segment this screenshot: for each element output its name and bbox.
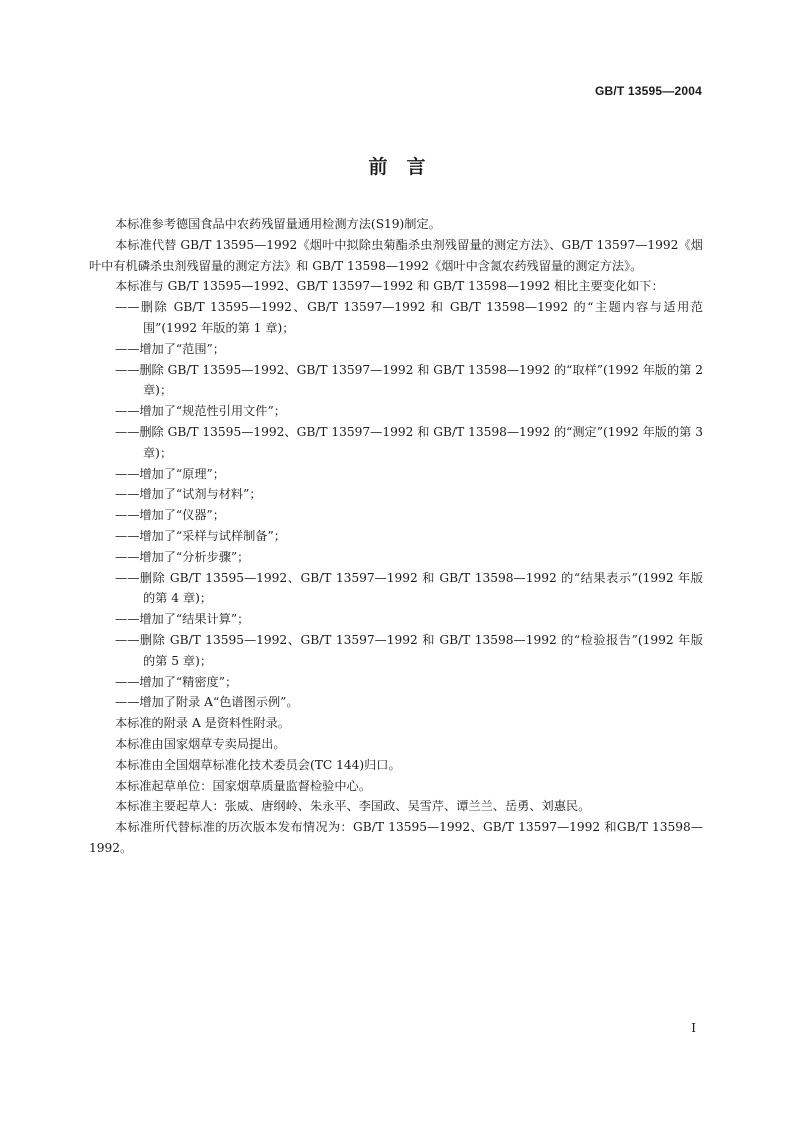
change-item: ——增加了“试剂与材料”； bbox=[115, 487, 262, 502]
change-item: ——增加了“分析步骤”； bbox=[115, 549, 250, 564]
change-item: ——增加了“范围”； bbox=[115, 341, 225, 356]
change-item: ——删除 GB/T 13595—1992、GB/T 13597—1992 和 GB/T 13598—1992 的“结果表示”(1992 年版的第 4 章)； bbox=[115, 570, 703, 606]
change-item: ——删除 GB/T 13595—1992、GB/T 13597—1992 和 GB/T 13598—1992 的“检验报告”(1992 年版的第 5 章)； bbox=[115, 632, 703, 668]
change-item: ——删除 GB/T 13595—1992、GB/T 13597—1992 和 GB/T 13598—1992 的“测定”(1992 年版的第 3 章)； bbox=[115, 424, 703, 460]
change-item: ——删除 GB/T 13595—1992、GB/T 13597—1992 和 GB/T 13598—1992 的“取样”(1992 年版的第 2 章)； bbox=[115, 362, 703, 398]
paragraph: 本标准参考德国食品中农药残留量通用检测方法(S19)制定。 bbox=[115, 217, 441, 231]
paragraph: 本标准起草单位：国家烟草质量监督检验中心。 bbox=[115, 778, 371, 793]
change-item: ——增加了“结果计算”； bbox=[115, 612, 250, 627]
page-number: I bbox=[691, 1021, 696, 1035]
paragraph: 本标准主要起草人：张威、唐纲岭、朱永平、李国政、吴雪芹、谭兰兰、岳勇、刘惠民。 bbox=[115, 799, 591, 814]
change-item: ——增加了“规范性引用文件”； bbox=[115, 404, 286, 419]
change-item: ——增加了“采样与试样制备”； bbox=[115, 528, 286, 543]
change-item: ——增加了“仪器”； bbox=[115, 508, 225, 523]
standard-code: GB/T 13595—2004 bbox=[594, 84, 702, 98]
paragraph: 本标准由国家烟草专卖局提出。 bbox=[115, 736, 286, 751]
paragraph: 本标准与 GB/T 13595—1992、GB/T 13597—1992 和 GB/T 13598—1992 相比主要变化如下： bbox=[115, 279, 664, 294]
paragraph: 本标准所代替标准的历次版本发布情况为：GB/T 13595—1992、GB/T 13597—1992 和GB/T 13598—1992。 bbox=[89, 820, 703, 855]
change-item: ——删除 GB/T 13595—1992、GB/T 13597—1992 和 GB/T 13598—1992 的“主题内容与适用范围”(1992 年版的第 1 章)； bbox=[115, 300, 703, 335]
change-item: ——增加了附录 A“色谱图示例”。 bbox=[115, 695, 299, 710]
paragraph: 本标准的附录 A 是资料性附录。 bbox=[115, 716, 290, 731]
foreword-body bbox=[89, 214, 703, 859]
paragraph: 本标准代替 GB/T 13595—1992《烟叶中拟除虫菊酯杀虫剂残留量的测定方法》、GB/T 13597—1992《烟叶中有机磷杀虫剂残留量的测定方法》和 GB/T 13598—1992《烟叶中含氮农药残留量的测定方法》。 bbox=[89, 237, 703, 273]
page-title: 前 言 bbox=[368, 156, 426, 178]
change-item: ——增加了“精密度”； bbox=[115, 674, 238, 689]
change-item: ——增加了“原理”； bbox=[115, 466, 225, 481]
paragraph: 本标准由全国烟草标准化技术委员会(TC 144)归口。 bbox=[115, 757, 401, 772]
